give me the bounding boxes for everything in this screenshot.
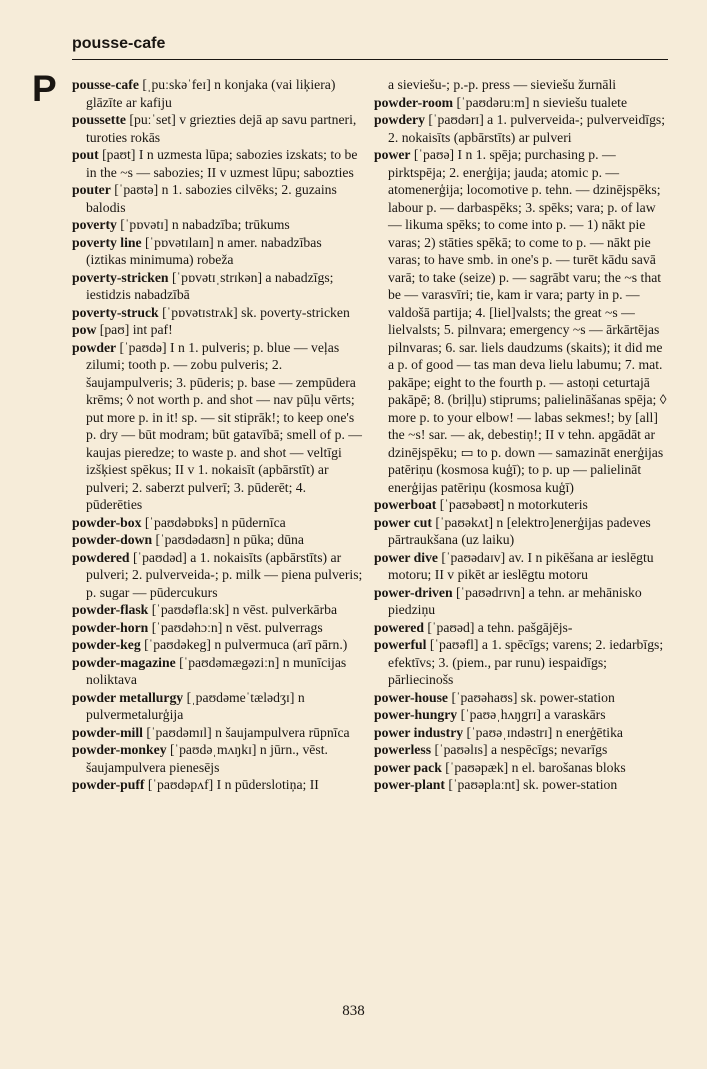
dictionary-entry <box>374 111 667 146</box>
dictionary-entry <box>72 216 365 234</box>
entry-headword: powered <box>374 619 424 635</box>
entry-headword: poverty line <box>72 234 142 250</box>
dictionary-entry <box>72 111 365 146</box>
dictionary-entry <box>374 549 667 584</box>
dictionary-entry <box>374 689 667 707</box>
entry-definition: [ˈpaʊəhaʊs] sk. power-station <box>448 689 615 705</box>
dictionary-entry <box>72 549 365 602</box>
dictionary-entry <box>72 514 365 532</box>
entry-headword: power cut <box>374 514 432 530</box>
entry-headword: powdery <box>374 112 425 127</box>
dictionary-entry <box>72 304 365 322</box>
entry-headword: power industry <box>374 724 464 740</box>
entry-definition: [ˈpaʊdəflaːsk] n vēst. pulverkārba <box>148 602 338 617</box>
entry-headword: powder-room <box>374 94 454 110</box>
entry-headword: poussette <box>72 112 126 127</box>
entry-headword: powerful <box>374 637 427 652</box>
entry-definition: [ˈpaʊdəbɒks] n pūdernīca <box>141 514 286 530</box>
entry-definition: [ˈpaʊdəruːm] n sieviešu tualete <box>453 94 628 110</box>
entry-headword: pow <box>72 322 97 337</box>
dictionary-entry <box>374 759 667 777</box>
dictionary-entry <box>72 531 365 549</box>
entry-definition: [ˈpɒvətɪˌstrɪkən] a nabadzīgs; iestidzis nabadzībā <box>86 269 334 302</box>
entry-definition: [ˈpaʊədrɪvn] a tehn. ar mehānisko piedziņu <box>388 584 642 617</box>
entry-headword: powder-box <box>72 514 142 530</box>
entry-definition: [ˈpɒvətɪ] n nabadzība; trūkums <box>116 217 290 232</box>
dictionary-entry <box>72 636 365 654</box>
entry-headword: power dive <box>374 549 438 565</box>
entry-headword: power <box>374 147 411 162</box>
entry-definition: [ˈpɒvətɪstrʌk] sk. poverty-stricken <box>158 304 350 320</box>
dictionary-entry <box>374 741 667 759</box>
dictionary-entry <box>374 636 667 689</box>
dictionary-entry <box>72 776 365 794</box>
entry-definition: [ˈpaʊdədaʊn] n pūka; dūna <box>152 532 304 547</box>
entry-definition: [paʊt] I n uzmesta lūpa; sabozies izskats; to be in the ~s — sabozies; II v uzmest lūpu; saboztiеs <box>86 147 358 180</box>
entry-definition: [ˈpaʊəlɪs] a nespēcīgs; nevarīgs <box>431 742 608 757</box>
entry-definition: [ˈpaʊəbəʊt] n motorkuteris <box>436 497 588 512</box>
entry-headword: pouter <box>72 182 111 197</box>
entry-definition: [ˈpaʊəfl] a 1. spēcīgs; varens; 2. iedarbīgs; efektīvs; 3. (piem., par runu) iespaidīgs; pārliecinošs <box>388 637 664 687</box>
page-number: 838 <box>342 1003 365 1019</box>
dictionary-entry <box>72 654 365 689</box>
entry-headword: powerboat <box>374 497 437 512</box>
right-column <box>374 76 667 794</box>
entry-definition: [ˈpaʊəpæk] n el. barošanas bloks <box>441 759 626 775</box>
entry-headword: powder metallurgy <box>72 689 184 705</box>
dictionary-entry <box>72 76 365 111</box>
entry-definition: [ˈpaʊdəhɔːn] n vēst. pulverrags <box>148 619 323 635</box>
entry-definition: [paʊ] int paf! <box>96 322 173 337</box>
entry-headword: pout <box>72 147 99 162</box>
dictionary-entry <box>72 724 365 742</box>
entry-headword: powder <box>72 339 117 355</box>
running-head: pousse-cafe <box>72 35 166 52</box>
dictionary-entry <box>72 689 365 724</box>
entry-headword: power-plant <box>374 777 445 792</box>
dictionary-entry <box>374 76 667 94</box>
dictionary-entry <box>72 741 365 776</box>
dictionary-entry <box>72 234 365 269</box>
left-column <box>72 76 365 794</box>
entry-headword: power-hungry <box>374 707 458 722</box>
entry-definition: [ˈpaʊdə] I n 1. pulveris; p. blue — veļas zilumi; tooth p. — zobu pulveris; 2. šaujampulveris; 3. pūderis; p. base — zempūdera krēms; ◊ not worth p. and shot — nav pūļu vērts; put more p. in it! sp. — sit stiprāk!; to keep one's p. dry — būt modram; būt gatavībā; smell of p. — kaujas pieredze; to waste p. and shot — veltīgi izšķiest spēkus; II v 1. nokaisīt (apbārstīt) ar pulveri; 2. saberzt pulverī; 3. pūderēt; 4. pūderēties <box>86 339 362 512</box>
entry-definition: [ˈpaʊdəmɪl] n šaujampulvera rūpnīca <box>142 724 350 740</box>
entry-headword: power-house <box>374 689 449 705</box>
dictionary-entry <box>374 619 667 637</box>
dictionary-entry <box>374 146 667 496</box>
entry-definition: [ˈpaʊədaɪv] av. I n pikēšana ar ieslēgtu motoru; II v pikēt ar ieslēgtu motoru <box>388 549 654 582</box>
entry-headword: power-driven <box>374 584 453 600</box>
dictionary-entry <box>72 269 365 304</box>
entry-definition: [ˈpaʊdəpʌf] I n pūderslotiņa; II <box>144 777 319 792</box>
entry-definition: [ˈpaʊtə] n 1. sabozies cilvēks; 2. guzains balodis <box>86 182 337 215</box>
dictionary-entry <box>374 776 667 794</box>
entry-headword: powder-mill <box>72 724 143 740</box>
section-letter: P <box>32 68 57 109</box>
entry-definition: [ˈpaʊdəmægəziːn] n munīcijas noliktava <box>86 654 347 687</box>
entry-headword: poverty-struck <box>72 304 159 320</box>
entry-definition: [ˈpaʊdərɪ] a 1. pulverveida-; pulverveidīgs; 2. nokaisīts (apbārstīts) ar pulveri <box>388 112 666 145</box>
entry-definition: [ˈpaʊə] I n 1. spēja; purchasing p. — pirktspēja; 2. enerģija; jauda; atomic p. — atomenerģija; locomotive p. tehn. — dzinējspēks; labour p. — darbaspēks; 3. spēks; vara; p. of law — likuma spēks; to come into p. — 1) nākt pie varas; 2) stāties spēkā; to come to p. — nākt pie varas; to have smb. in one's p. — turēt kādu savā varā; to take (seize) p. — sagrābt varu; the ~s that be — varasvīri; tie, kam ir vara; party in p. — valdošā partija; 4. [liel]valsts; the great ~s — lielvalsts; 5. pilnvara; emergency ~s — ārkārtējas pilnvaras; 6. sar. liels daudzums (skaits); it did me a p. of good — tas man deva lielu labumu; 7. mat. pakāpe; eight to the fourth p. — astoņi ceturtajā pakāpē; 8. (briļļu) stiprums; palielināšanas spēja; ◊ more p. to your elbow! — labas sekmes!; by [all] the ~s! sar. — ak, debestiņ!; II v tehn. apgādāt ar dzinējspēku; ▭ to p. down — samazināt enerģijas patēriņu (kosmosa kuģī); to p. up — palielināt enerģijas patēriņu (kosmosa kuģī) <box>388 147 667 495</box>
dictionary-entry <box>374 724 667 742</box>
dictionary-entry <box>72 321 365 339</box>
entry-headword: powder-monkey <box>72 742 167 757</box>
dictionary-entry <box>374 496 667 514</box>
entry-headword: pousse-cafe <box>72 77 139 92</box>
entry-definition: [ˈpaʊdəˌmʌŋkɪ] n jūrn., vēst. šaujampulvera pienesējs <box>86 742 328 775</box>
entry-headword: powder-horn <box>72 619 149 635</box>
dictionary-entry <box>72 339 365 514</box>
entry-definition: [ˈpaʊdəkeg] n pulvermuca (arī pārn.) <box>140 637 348 652</box>
dictionary-entry <box>374 514 667 549</box>
entry-definition: [ˈpaʊəˌhʌŋgrɪ] a varaskārs <box>457 707 606 722</box>
dictionary-entry <box>72 619 365 637</box>
dictionary-entry <box>374 94 667 112</box>
entry-headword: power pack <box>374 759 442 775</box>
entry-definition: [ˈpaʊdəd] a 1. nokaisīts (apbārstīts) ar pulveri; 2. pulverveida-; p. milk — piena pulveris; p. sugar — pūdercukurs <box>86 549 363 600</box>
dictionary-entry <box>374 706 667 724</box>
entry-headword: powder-puff <box>72 777 145 792</box>
entry-definition: [ˈpaʊəplaːnt] sk. power-station <box>444 777 618 792</box>
dictionary-entry <box>72 146 365 181</box>
header-rule <box>72 59 668 60</box>
entry-headword: poverty <box>72 217 117 232</box>
entry-definition: [ˌpuːskəˈfeɪ] n konjaka (vai liķiera) glāzīte ar kafiju <box>86 77 336 110</box>
entry-headword: powerless <box>374 742 432 757</box>
entry-headword: powder-down <box>72 532 153 547</box>
entry-definition: a sieviešu-; p.-p. press — sieviešu žurnāli <box>388 77 617 92</box>
entry-headword: poverty-stricken <box>72 269 169 285</box>
dictionary-entry <box>374 584 667 619</box>
entry-definition: [ˌpaʊdəmeˈtælədʒɪ] n pulvermetalurģija <box>86 689 305 722</box>
entry-definition: [ˈpaʊəkʌt] n [elektro]enerģijas padeves pārtraukšana (uz laiku) <box>388 514 651 547</box>
entry-headword: powder-keg <box>72 637 141 652</box>
dictionary-entry <box>72 601 365 619</box>
entry-headword: powder-flask <box>72 602 149 617</box>
entry-definition: [ˈpaʊəˌɪndəstrɪ] n enerģētika <box>463 724 624 740</box>
entry-definition: [puːˈset] v griezties dejā ap savu partneri, turoties rokās <box>86 112 357 145</box>
dictionary-entry <box>72 181 365 216</box>
entry-definition: [ˈpaʊəd] a tehn. pašgājējs- <box>423 619 573 635</box>
entry-headword: powder-magazine <box>72 654 176 670</box>
entry-definition: [ˈpɒvətɪlaɪn] n amer. nabadzības (iztikas minimuma) robeža <box>86 234 322 267</box>
entry-headword: powdered <box>72 549 130 565</box>
